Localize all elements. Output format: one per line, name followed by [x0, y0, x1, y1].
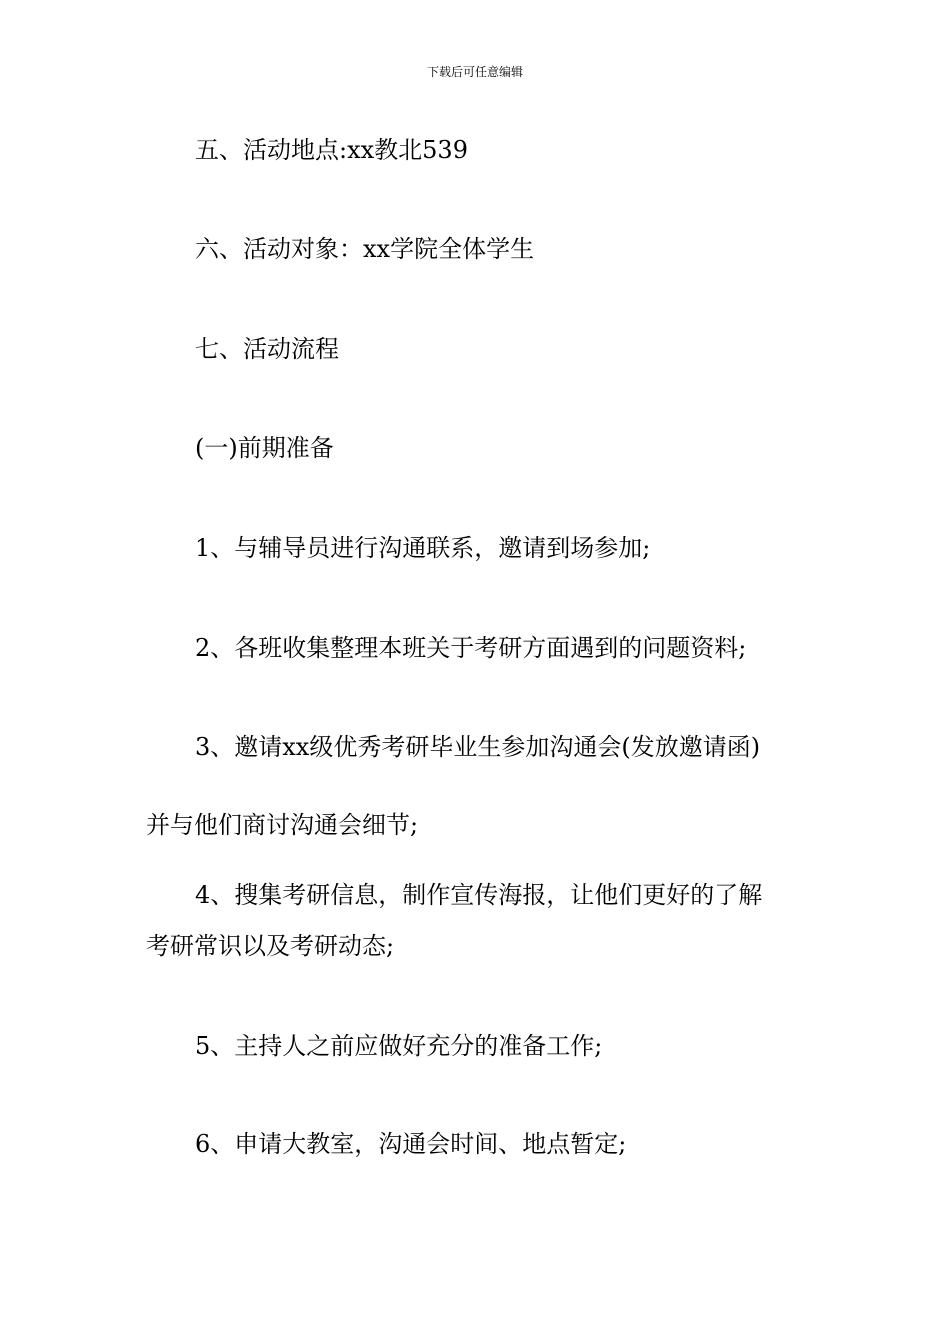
paragraph-process-heading: 七、活动流程 — [195, 335, 339, 363]
paragraph-preparation-heading: (一)前期准备 — [195, 434, 334, 462]
paragraph-item-4-line-2: 考研常识以及考研动态; — [146, 932, 395, 960]
paragraph-item-1: 1、与辅导员进行沟通联系，邀请到场参加; — [195, 534, 651, 562]
page-header: 下载后可任意编辑 — [426, 65, 523, 79]
paragraph-audience: 六、活动对象：xx学院全体学生 — [195, 235, 535, 263]
paragraph-item-3-line-2: 并与他们商讨沟通会细节; — [146, 811, 419, 839]
paragraph-item-2: 2、各班收集整理本班关于考研方面遇到的问题资料; — [195, 634, 747, 662]
paragraph-item-5: 5、主持人之前应做好充分的准备工作; — [195, 1032, 603, 1060]
paragraph-item-4-line-1: 4、搜集考研信息，制作宣传海报，让他们更好的了解 — [195, 881, 763, 909]
paragraph-item-6: 6、申请大教室，沟通会时间、地点暂定; — [195, 1130, 627, 1158]
paragraph-location: 五、活动地点:xx教北539 — [195, 136, 468, 164]
paragraph-item-3-line-1: 3、邀请xx级优秀考研毕业生参加沟通会(发放邀请函) — [195, 733, 761, 761]
